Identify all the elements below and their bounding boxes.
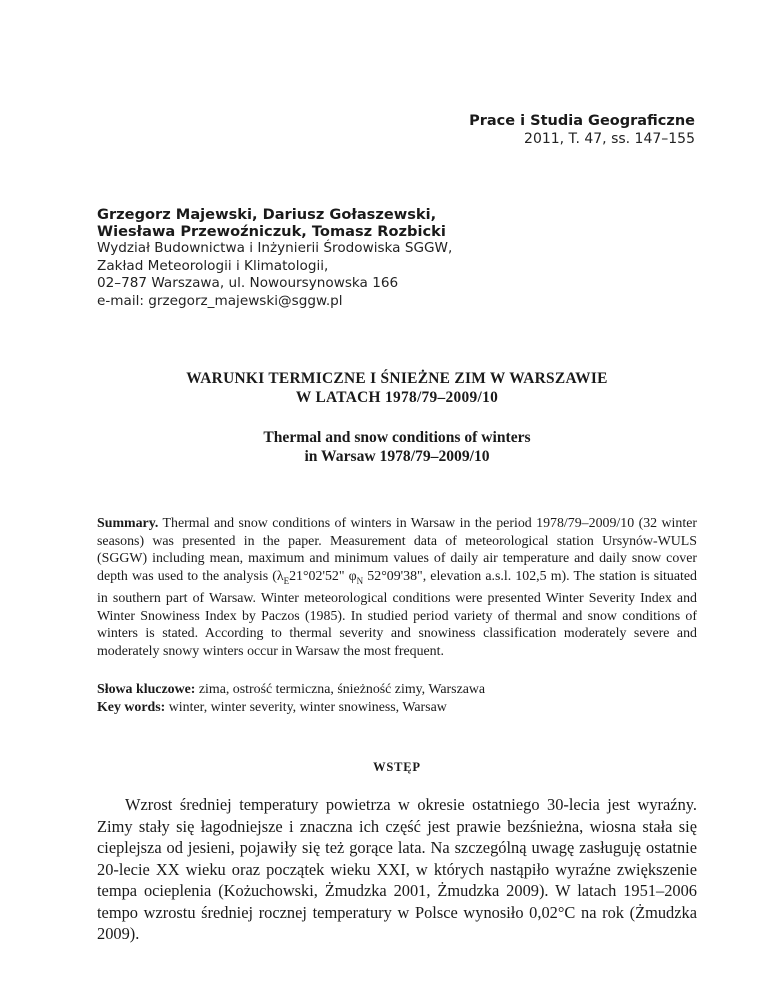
affiliation-line-3: 02–787 Warszawa, ul. Nowoursynowska 166 — [97, 275, 399, 291]
keywords-block — [97, 681, 697, 716]
title-polish — [97, 369, 697, 407]
journal-reference: 2011, T. 47, ss. 147–155 — [524, 131, 695, 147]
keywords-pl-label: Słowa kluczowe: — [97, 682, 196, 697]
authors-line-1: Grzegorz Majewski, Dariusz Gołaszewski, — [97, 206, 437, 223]
affiliation-email: e-mail: grzegorz_majewski@sggw.pl — [97, 292, 343, 309]
affiliation — [97, 240, 697, 310]
intro-paragraph: Wzrost średniej temperatury powietrza w okresie ostatniego 30-lecia jest wyraźny. Zimy stały się łagodniejsze i znaczna ich część jest prawie bezśnieżna, wiosna stała się cieplejsza od jesieni, pojawiły się też gorące lata. Na szczególną uwagę zasługuję ostatnie 20-lecie XX wieku oraz początek wieku XXI, w których nastąpiło wyraźne zwiększenie tempa ocieplenia (Kożuchowski, Żmudzka 2001, Żmudzka 2009). W latach 1951–2006 tempo wzrostu średniej rocznej temperatury w Polsce wynosiło 0,02°C na rok (Żmudzka 2009). — [97, 795, 697, 943]
title-pl-line-2: W LATACH 1978/79–2009/10 — [295, 389, 499, 406]
lambda-subscript: E — [283, 575, 290, 586]
summary-text-2: 21°02'52" φ — [289, 568, 357, 584]
summary-abstract — [97, 515, 697, 661]
summary-text-1: Thermal and snow conditions of winters in Warsaw in the period 1978/79–2009/10 (32 winter seasons) was presented in the paper. Measurement data of meteorological station Ursynów-WULS (SGGW) including mean, maximum and minimum values of daily air temperature and daily snow cover depth was used to the analysis (λ — [97, 516, 697, 584]
keywords-pl-text: zima, ostrość termiczna, śnieżność zimy, Warszawa — [195, 682, 486, 697]
keywords-en-label: Key words: — [97, 699, 166, 715]
summary-text-3: 52°09'38", elevation a.s.l. 102,5 m). The station is situated in southern part of Warsaw. Winter meteorological conditions were presented Winter Severity Index and Winter Snowiness Index by Paczos (1985). In studied period variety of thermal and snow conditions of winters is stated. According to thermal severity and snowiness classification moderately severe and moderately snowy winters occur in Warsaw the most frequent. — [97, 568, 697, 659]
keywords-english — [97, 699, 697, 717]
author-list — [97, 206, 697, 240]
keywords-en-text: winter, winter severity, winter snowiness, Warsaw — [165, 699, 447, 715]
journal-header — [469, 112, 695, 148]
title-en-line-2: in Warsaw 1978/79–2009/10 — [304, 448, 490, 465]
section-heading: WSTĘP — [373, 760, 421, 774]
affiliation-line-2: Zakład Meteorologii i Klimatologii, — [97, 257, 329, 274]
title-english — [97, 428, 697, 466]
title-en-line-1: Thermal and snow conditions of winters — [263, 429, 531, 446]
title-pl-line-1: WARUNKI TERMICZNE I ŚNIEŻNE ZIM W WARSZAWIE — [186, 370, 608, 387]
affiliation-line-1: Wydział Budownictwa i Inżynierii Środowiska SGGW, — [97, 240, 453, 256]
journal-name: Prace i Studia Geograficzne — [469, 113, 695, 129]
keywords-polish — [97, 681, 697, 699]
authors-line-2: Wiesława Przewoźniczuk, Tomasz Rozbicki — [97, 223, 446, 240]
summary-label: Summary. — [97, 516, 159, 531]
phi-subscript: N — [356, 575, 364, 586]
